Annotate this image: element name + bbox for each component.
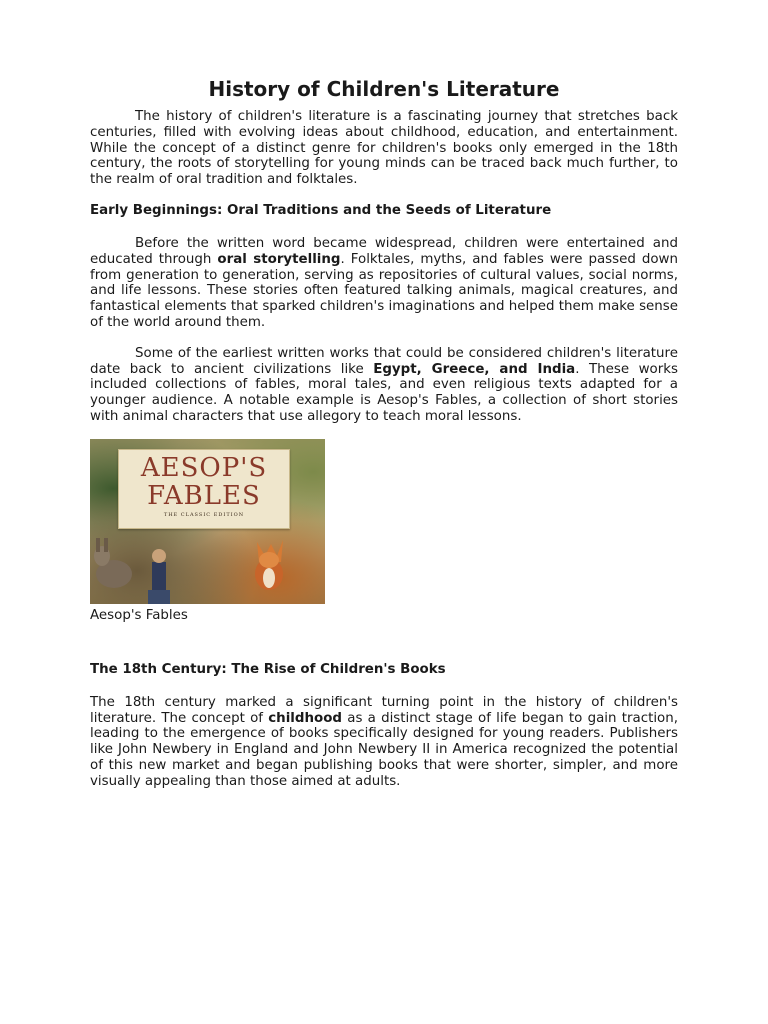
bold-term-childhood: childhood [268,710,342,726]
document-page [90,76,678,790]
bold-term-oral-storytelling: oral storytelling [217,251,341,267]
paragraph-ancient-civilizations [90,346,678,425]
text-run: Before the written word became widespread, children were entertained and educated through [90,235,678,267]
paragraph-oral-storytelling [90,236,678,331]
intro-paragraph: The history of children's literature is a fascinating journey that stretches back centuries, filled with evolving ideas about childhood, education, and entertainment. While the concept of a distinct genre for children's books only emerged in the 18th century, the roots of storytelling for young minds can be traced back much further, to the realm of oral tradition and folktales. [90,109,678,188]
cover-title-line2: FABLES [147,480,261,511]
text-run: as a distinct stage of life began to gain traction, leading to the emergence of books specifically designed for young readers. Publishers like John Newbery in England and John Newbery II in America recognized the potential of this new market and began publishing books that were shorter, simpler, and more visually appealing than those aimed at adults. [90,710,678,789]
figure-caption: Aesop's Fables [90,607,188,623]
document-title: History of Children's Literature [208,77,560,101]
section-heading-early-beginnings: Early Beginnings: Oral Traditions and the Seeds of Literature [90,202,552,218]
text-run: . Folktales, myths, and fables were passed down from generation to generation, serving as repositories of cultural values, social norms, and life lessons. These stories often featured talking animals, magical creatures, and fantastical elements that sparked children's imaginations and helped them make sense of the world around them. [90,251,678,330]
fox-illustration [247,534,287,594]
bold-term-civilizations: Egypt, Greece, and India [373,361,576,377]
cover-subtitle: THE CLASSIC EDITION [163,511,245,518]
text-run: Some of the earliest written works that could be considered children's literature date back to ancient civilizations like [90,345,678,377]
text-run: The 18th century marked a significant turning point in the history of children's literature. The concept of [90,694,678,726]
traveler-illustration [140,544,176,604]
cover-title-line1: AESOP'S [140,452,268,483]
paragraph-18th-century [90,695,678,790]
text-run: . These works included collections of fables, moral tales, and even religious texts adapted for a younger audience. A notable example is Aesop's Fables, a collection of short stories with animal characters that use allegory to teach moral lessons. [90,361,678,424]
aesops-fables-cover-image [90,439,325,604]
cover-title-plate [118,449,290,529]
donkey-illustration [92,536,136,596]
section-heading-18th-century: The 18th Century: The Rise of Children's Books [90,661,446,677]
